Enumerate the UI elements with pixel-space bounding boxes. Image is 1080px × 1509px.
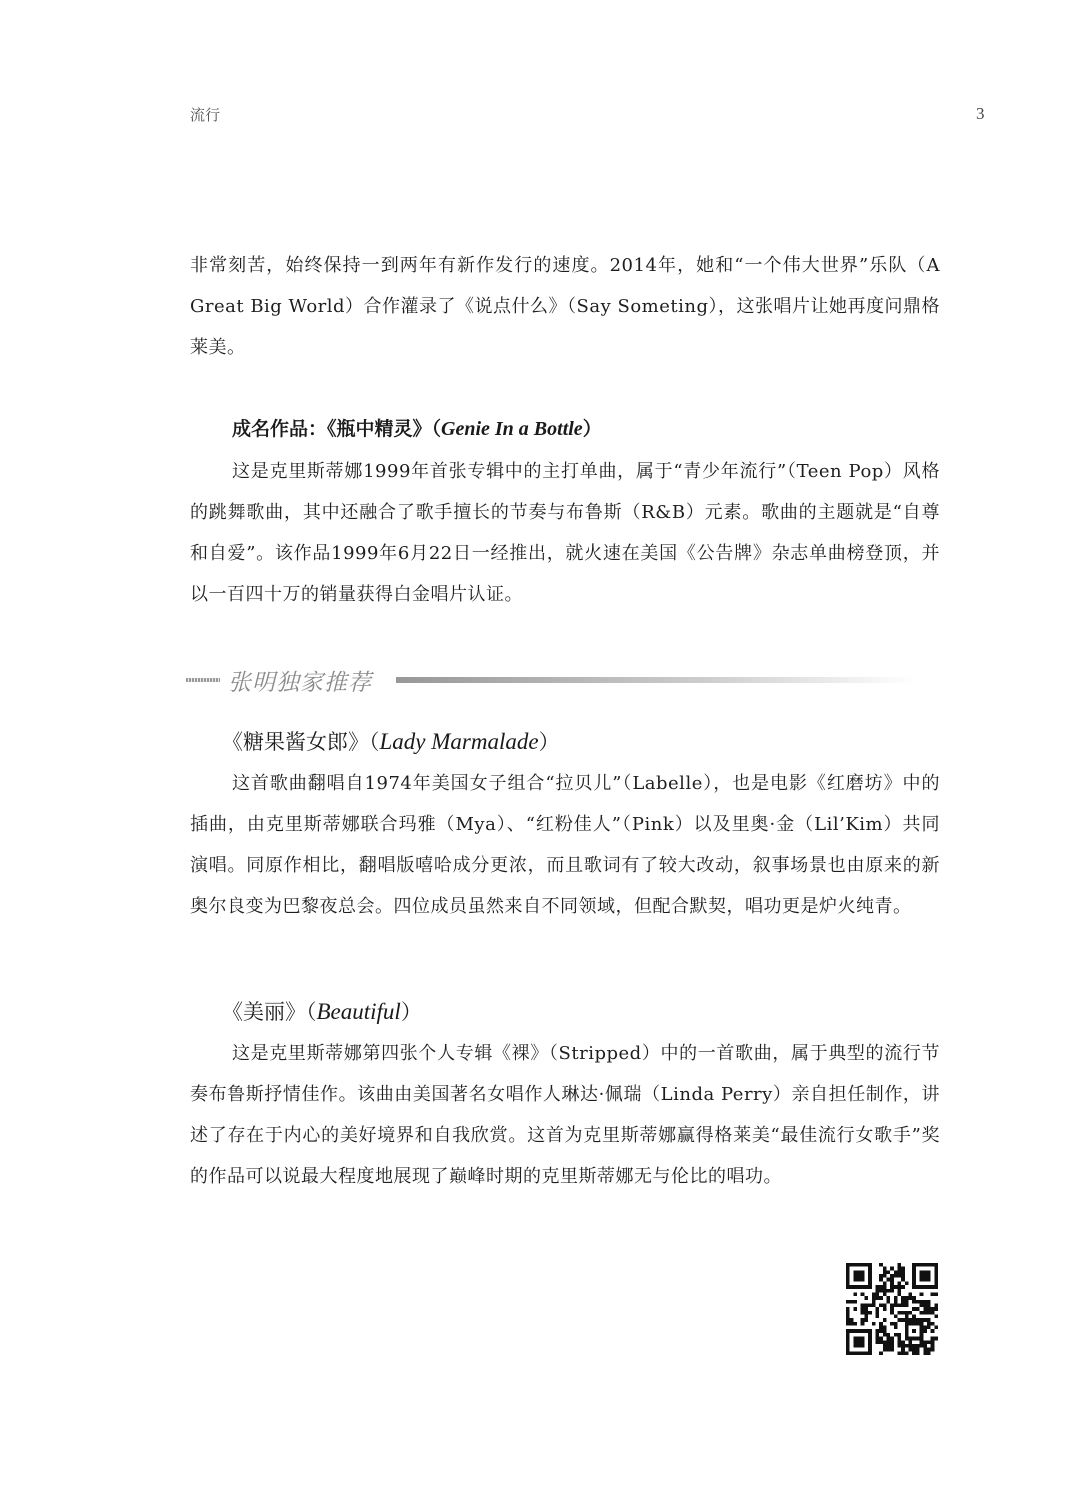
page-number: 3 <box>976 104 985 123</box>
song-title-lady-marmalade <box>222 726 560 756</box>
song-title-cn: 《糖果酱女郎》（ <box>222 730 380 754</box>
song-title-en: Beautiful <box>316 999 401 1024</box>
running-header-section: 流行 <box>190 106 221 124</box>
banner-rule-right <box>396 677 916 683</box>
song-title-close: ） <box>400 1000 422 1024</box>
recommend-section-banner <box>186 662 916 698</box>
song-title-close: ） <box>538 730 560 754</box>
famous-work-close: ） <box>582 418 602 440</box>
famous-work-label: 成名作品：《瓶中精灵》（ <box>232 418 442 440</box>
song-paragraph-beautiful: 这是克里斯蒂娜第四张个人专辑《裸》（Stripped）中的一首歌曲，属于典型的流行节奏布鲁斯抒情佳作。该曲由美国著名女唱作人琳达·佩瑞（Linda Perry）亲自担任制作，讲述了存在于内心的美好境界和自我欣赏。这首为克里斯蒂娜赢得格莱美“最佳流行女歌手”奖的作品可以说最大程度地展现了巅峰时期的克里斯蒂娜无与伦比的唱功。 <box>190 1043 940 1187</box>
famous-work-title-en: Genie In a Bottle <box>441 418 583 440</box>
song-title-beautiful <box>222 996 422 1026</box>
famous-work-heading <box>232 414 602 441</box>
intro-paragraph: 非常刻苦，始终保持一到两年有新作发行的速度。2014年，她和“一个伟大世界”乐队（A Great Big World）合作灌录了《说点什么》（Say Someting），这张唱片让她再度问鼎格莱美。 <box>190 255 940 358</box>
song-paragraph-lady-marmalade: 这首歌曲翻唱自1974年美国女子组合“拉贝儿”（Labelle），也是电影《红磨坊》中的插曲，由克里斯蒂娜联合玛雅（Mya）、“红粉佳人”（Pink）以及里奥·金（Lil’Kim）共同演唱。同原作相比，翻唱版嘻哈成分更浓，而且歌词有了较大改动，叙事场景也由原来的新奥尔良变为巴黎夜总会。四位成员虽然来自不同领域，但配合默契，唱功更是炉火纯青。 <box>190 773 940 917</box>
banner-rule-left <box>186 678 220 682</box>
song-title-cn: 《美丽》（ <box>222 1000 317 1024</box>
famous-work-paragraph: 这是克里斯蒂娜1999年首张专辑中的主打单曲，属于“青少年流行”（Teen Pop）风格的跳舞歌曲，其中还融合了歌手擅长的节奏与布鲁斯（R&B）元素。歌曲的主题就是“自尊和自爱”。该作品1999年6月22日一经推出，就火速在美国《公告牌》杂志单曲榜登顶，并以一百四十万的销量获得白金唱片认证。 <box>190 461 940 605</box>
recommend-section-title: 张明独家推荐 <box>228 670 372 696</box>
song-title-en: Lady Marmalade <box>379 729 539 754</box>
qr-code-icon <box>846 1263 938 1355</box>
